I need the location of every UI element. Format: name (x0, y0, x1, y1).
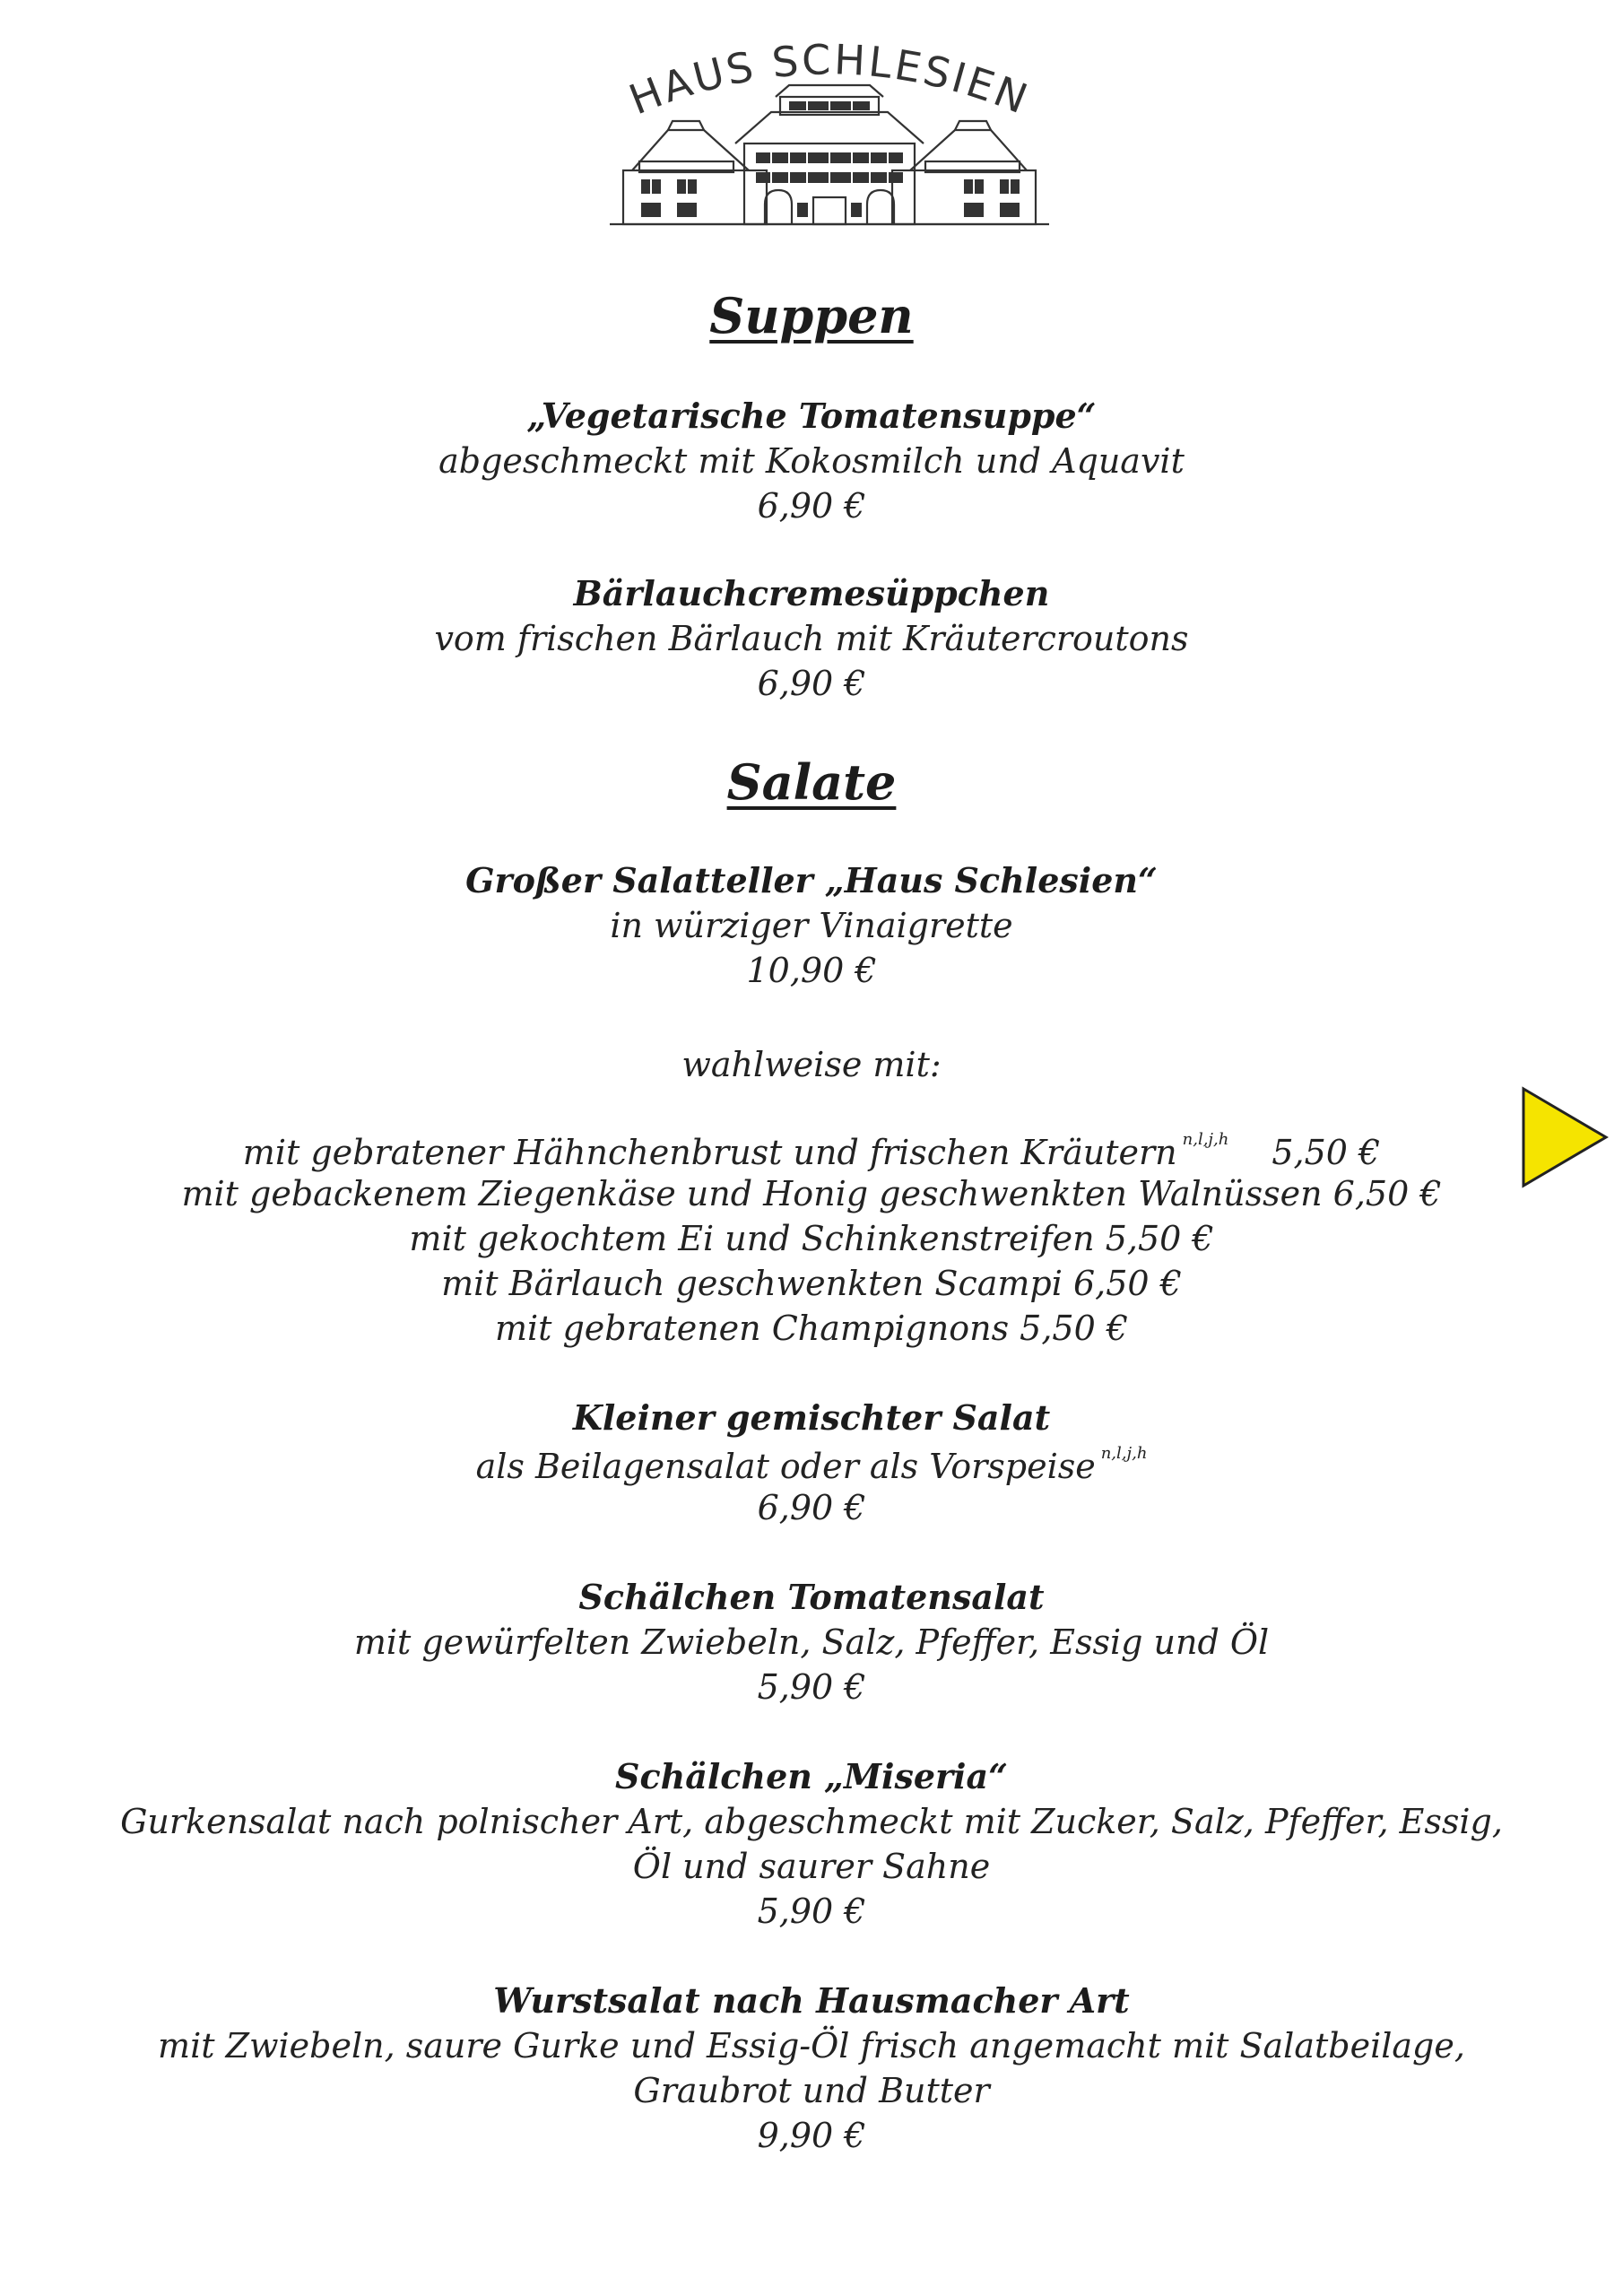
dish-description-cont: Graubrot und Butter (633, 2071, 990, 2110)
section-title-suppen: Suppen (709, 287, 914, 344)
option-line (0, 1132, 1623, 1170)
dish-price: 6,90 € (757, 664, 866, 703)
dish-description: in würziger Vinaigrette (610, 906, 1013, 945)
svg-text:HAUS SCHLESIEN: HAUS SCHLESIEN (622, 36, 1037, 125)
dish-description: Gurkensalat nach polnischer Art, abgeschmeckt mit Zucker, Salz, Pfeffer, Essig, (120, 1802, 1503, 1841)
option-line (0, 1174, 1623, 1213)
dish-name: Wurstsalat nach Hausmacher Art (493, 1980, 1130, 2021)
option-price: 5,50 € (1020, 1309, 1129, 1348)
yellow-triangle-arrow-icon (1520, 1085, 1610, 1189)
dish-description-line (0, 1444, 1623, 1486)
option-text: mit gebackenem Ziegenkäse und Honig geschwenkten Walnüssen (181, 1174, 1323, 1213)
dish-name: Bärlauchcremesüppchen (573, 573, 1050, 613)
haus-schlesien-logo (605, 36, 1054, 242)
option-text: mit Bärlauch geschwenkten Scampi (441, 1264, 1063, 1303)
option-line (0, 1219, 1623, 1258)
dish-name: Kleiner gemischter Salat (572, 1397, 1051, 1438)
option-line (0, 1309, 1623, 1348)
dish-price: 5,90 € (757, 1892, 866, 1931)
allergen-codes: n,l,j,h (1100, 1444, 1148, 1463)
section-title-salate: Salate (726, 753, 897, 811)
dish-price: 6,90 € (757, 1488, 866, 1527)
wahlweise-label: wahlweise mit: (681, 1045, 942, 1084)
dish-description: mit gewürfelten Zwiebeln, Salz, Pfeffer, Essig und Öl (353, 1622, 1270, 1662)
dish-description-cont: Öl und saurer Sahne (632, 1847, 991, 1886)
allergen-codes: n,l,j,h (1182, 1130, 1229, 1149)
dish-price: 9,90 € (757, 2116, 866, 2155)
option-price: 6,50 € (1073, 1264, 1182, 1303)
dish-description: als Beilagensalat oder als Vorspeise (475, 1447, 1096, 1486)
dish-price: 6,90 € (757, 486, 866, 526)
option-text: mit gekochtem Ei und Schinkenstreifen (409, 1219, 1095, 1258)
dish-description: abgeschmeckt mit Kokosmilch und Aquavit (438, 441, 1185, 481)
option-price: 5,50 € (1271, 1133, 1381, 1172)
dish-price: 5,90 € (757, 1667, 866, 1707)
option-price: 6,50 € (1332, 1174, 1442, 1213)
dish-name: „Vegetarische Tomatensuppe“ (526, 396, 1097, 436)
option-price: 5,50 € (1105, 1219, 1214, 1258)
option-text: mit gebratener Hähnchenbrust und frischen Kräutern (242, 1133, 1177, 1172)
dish-description: mit Zwiebeln, saure Gurke und Essig-Öl frisch angemacht mit Salatbeilage, (158, 2026, 1465, 2066)
manor-house-icon (605, 36, 1054, 242)
dish-name: Großer Salatteller „Haus Schlesien“ (465, 860, 1158, 900)
dish-description: vom frischen Bärlauch mit Kräutercroutons (434, 619, 1189, 658)
dish-price: 10,90 € (746, 951, 877, 990)
dish-name: Schälchen „Miseria“ (615, 1756, 1008, 1796)
option-text: mit gebratenen Champignons (494, 1309, 1010, 1348)
option-line (0, 1264, 1623, 1303)
dish-name: Schälchen Tomatensalat (578, 1577, 1045, 1617)
